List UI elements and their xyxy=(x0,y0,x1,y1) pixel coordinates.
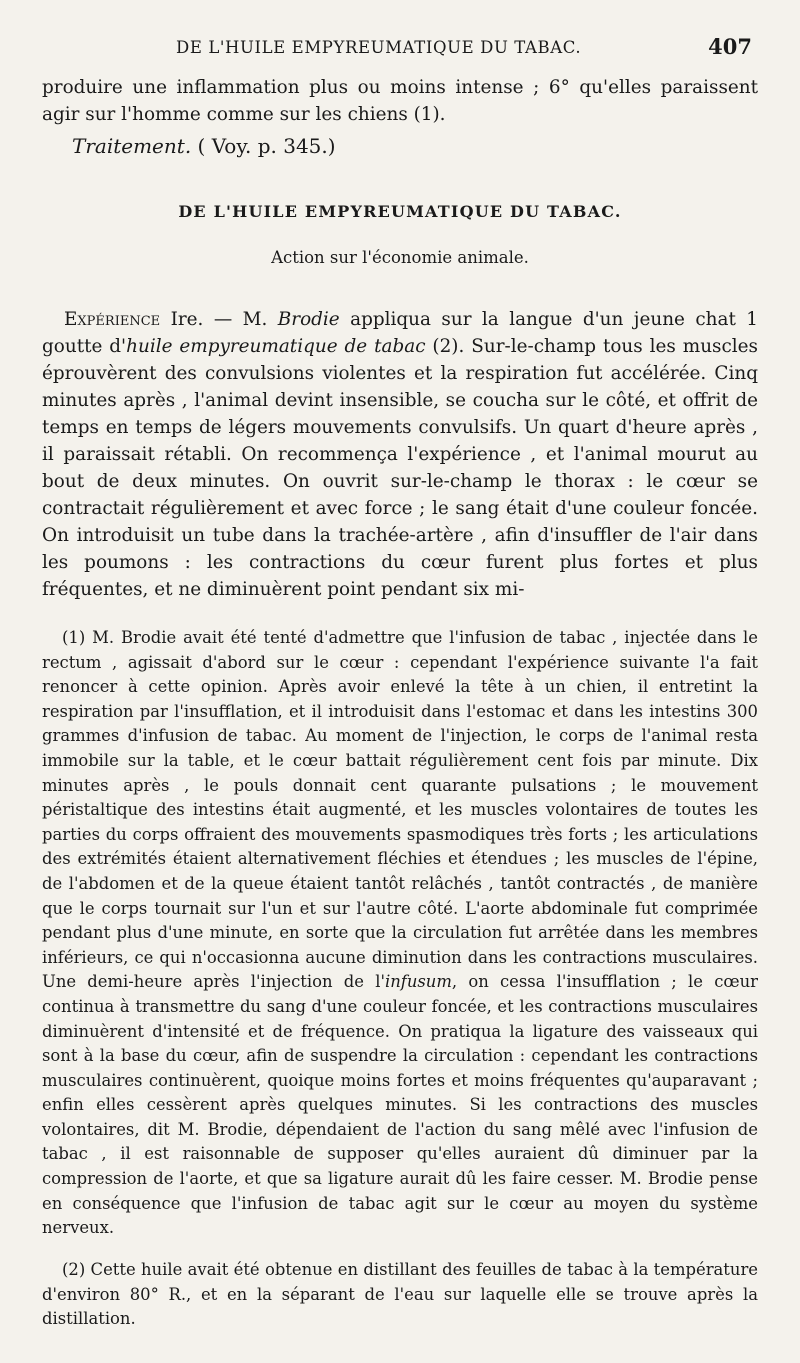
footnote-1 xyxy=(42,626,758,1241)
experience-substance: huile empyreumatique de tabac xyxy=(126,336,426,357)
experience-text-b: (2). Sur-le-champ tous les muscles éprouvèrent des convulsions violentes et la respiration fut accélérée. Cinq minutes après , l'animal devint insensible, se coucha sur le côté, et offrit de temps en temps de légers mouvements convulsifs. Un quart d'heure après , il paraissait rétabli. On recommença l'expérience , et l'animal mourut au bout de deux minutes. On ouvrit sur-le-champ le thorax : le cœur se contractait régulièrement et avec force ; le sang était d'une couleur foncée. On introduisit un tube dans la trachée-artère , afin d'insuffler de l'air dans les poumons : les contractions du cœur furent plus fortes et plus fréquentes, et ne diminuèrent point pendant six mi- xyxy=(42,336,758,600)
experience-paragraph xyxy=(42,306,758,603)
section-heading: DE L'HUILE EMPYREUMATIQUE DU TABAC. xyxy=(178,202,622,221)
page-number: 407 xyxy=(708,34,752,59)
continuation-paragraph xyxy=(42,74,758,128)
footnote-2 xyxy=(42,1258,758,1332)
footnote-2-text: (2) Cette huile avait été obtenue en distillant des feuilles de tabac à la température d'environ 80° R., et en la séparant de l'eau sur laquelle elle se trouve après la distillation. xyxy=(42,1260,758,1329)
traitement-reference: ( Voy. p. 345.) xyxy=(197,134,336,158)
footnote-1-text xyxy=(42,626,758,1241)
experience-text-a: appliqua sur la langue d'un jeune chat 1 goutte d' xyxy=(42,309,758,357)
experience-dash: — M. xyxy=(203,309,278,330)
running-head xyxy=(42,34,758,64)
traitement-line xyxy=(72,134,336,158)
section-subheading: Action sur l'économie animale. xyxy=(271,248,529,267)
running-title: DE L'HUILE EMPYREUMATIQUE DU TABAC. xyxy=(176,38,582,57)
experience-author: Brodie xyxy=(277,309,340,330)
experience-text xyxy=(42,306,758,603)
experience-ordinal: Ire. xyxy=(170,309,204,330)
footnote-1-italic: infusum xyxy=(384,972,452,992)
experience-label: Expérience xyxy=(64,309,161,330)
continuation-text: produire une inflammation plus ou moins intense ; 6° qu'elles paraissent agir sur l'homme comme sur les chiens (1). xyxy=(42,77,758,125)
footnote-1-part-a: (1) M. Brodie avait été tenté d'admettre que l'infusion de tabac , injectée dans le rectum , agissait d'abord sur le cœur : cependant l'expérience suivante l'a fait renoncer à cette opinion. Après avoir enlevé la tête à un chien, il entretint la respiration par l'insufflation, et il introduisit dans l'estomac et dans les intestins 300 grammes d'infusion de tabac. Au moment de l'injection, le corps de l'animal resta immobile sur la table, et le cœur battait régulièrement cent fois par minute. Dix minutes après , le pouls donnait cent quarante pulsations ; le mouvement péristaltique des intestins était augmenté, et les muscles volontaires de toutes les parties du corps offraient des mouvements spasmodiques très forts ; les articulations des extrémités étaient alternativement fléchies et étendues ; les muscles de l'épine, de l'abdomen et de la queue étaient tantôt relâchés , tantôt contractés , de manière que le corps tournait sur l'un et sur l'autre côté. L'aorte abdominale fut comprimée pendant plus d'une minute, en sorte que la circulation fut arrêtée dans les membres inférieurs, ce qui n'occasionna aucune diminution dans les contractions musculaires. Une demi-heure après l'injection de l' xyxy=(42,628,758,992)
traitement-label: Traitement. xyxy=(72,134,192,158)
footnote-1-part-b: , on cessa l'insufflation ; le cœur continua à transmettre du sang d'une couleur foncée, et les contractions musculaires diminuèrent d'intensité et de fréquence. On pratiqua la ligature des vaisseaux qui sont à la base du cœur, afin de suspendre la circulation : cependant les contractions musculaires continuèrent, quoique moins fortes et moins fréquentes qu'auparavant ; enfin elles cessèrent après quelques minutes. Si les contractions des muscles volontaires, dit M. Brodie, dépendaient de l'action du sang mêlé avec l'infusion de tabac , il est raisonnable de supposer qu'elles auraient dû diminuer par la compression de l'aorte, et que sa ligature aurait dû les faire cesser. M. Brodie pense en conséquence que l'infusion de tabac agit sur le cœur au moyen du système nerveux. xyxy=(42,972,758,1238)
